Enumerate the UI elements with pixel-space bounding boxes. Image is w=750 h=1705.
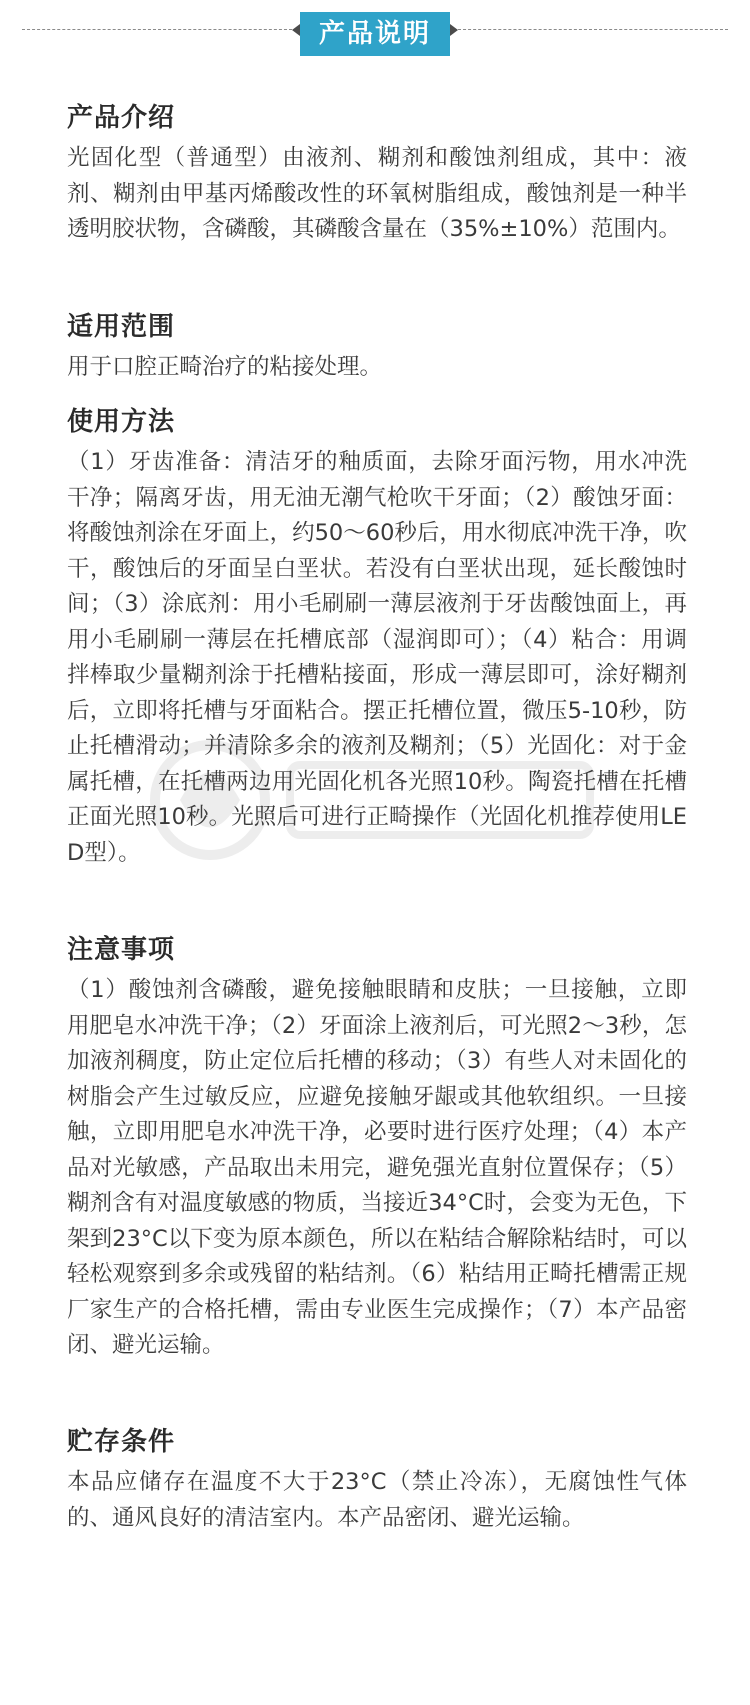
header-divider-left [22, 29, 292, 30]
section-body: 用于口腔正畸治疗的粘接处理。 [67, 354, 383, 380]
right-arrow-icon [450, 24, 458, 36]
section-title: 注意事项 [67, 935, 176, 965]
left-arrow-icon [292, 24, 300, 36]
section-scope [67, 310, 687, 386]
section-precautions [67, 933, 687, 1364]
section-title: 贮存条件 [67, 1427, 176, 1457]
section-title: 适用范围 [67, 312, 176, 342]
section-body: （1）酸蚀剂含磷酸，避免接触眼睛和皮肤；一旦接触，立即用肥皂水冲洗干净；（2）牙面涂上液剂后，可光照2～3秒，怎加液剂稠度，防止定位后托槽的移动；（3）有些人对未固化的树脂会产生过敏反应，应避免接触牙龈或其他软组织。一旦接触，立即用肥皂水冲洗干净，必要时进行医疗处理；（4）本产品对光敏感，产品取出未用完，避免强光直射位置保存；（5）糊剂含有对温度敏感的物质，当接近34°C时，会变为无色，下架到23°C以下变为原本颜色，所以在粘结合解除粘结时，可以轻松观察到多余或残留的粘结剂。（6）粘结用正畸托槽需正规厂家生产的合格托槽，需由专业医生完成操作；（7）本产品密闭、避光运输。 [67, 977, 687, 1358]
section-storage [67, 1425, 687, 1536]
section-body: 本品应储存在温度不大于23°C（禁止冷冻），无腐蚀性气体的、通风良好的清洁室内。本产品密闭、避光运输。 [67, 1469, 687, 1531]
header-divider-right [458, 29, 728, 30]
section-header [0, 18, 750, 49]
section-usage [67, 405, 687, 871]
section-body: 光固化型（普通型）由液剂、糊剂和酸蚀剂组成，其中：液剂、糊剂由甲基丙烯酸改性的环氧树脂组成，酸蚀剂是一种半透明胶状物，含磷酸，其磷酸含量在（35%±10%）范围内。 [67, 145, 687, 242]
section-title: 使用方法 [67, 407, 176, 437]
section-body: （1）牙齿准备：清洁牙的釉质面，去除牙面污物，用水冲洗干净；隔离牙齿，用无油无潮气枪吹干牙面；（2）酸蚀牙面：将酸蚀剂涂在牙面上，约50～60秒后，用水彻底冲洗干净，吹干，酸蚀后的牙面呈白垩状。若没有白垩状出现，延长酸蚀时间；（3）涂底剂：用小毛刷刷一薄层液剂于牙齿酸蚀面上，再用小毛刷刷一薄层在托槽底部（湿润即可）；（4）粘合：用调拌棒取少量糊剂涂于托槽粘接面，形成一薄层即可，涂好糊剂后，立即将托槽与牙面粘合。摆正托槽位置，微压5-10秒，防止托槽滑动；并清除多余的液剂及糊剂；（5）光固化：对于金属托槽，在托槽两边用光固化机各光照10秒。陶瓷托槽在托槽正面光照10秒。光照后可进行正畸操作（光固化机推荐使用LED型）。 [67, 449, 687, 866]
section-title: 产品介绍 [67, 103, 176, 133]
header-title-badge: 产品说明 [300, 12, 450, 56]
section-product-intro [67, 101, 687, 248]
